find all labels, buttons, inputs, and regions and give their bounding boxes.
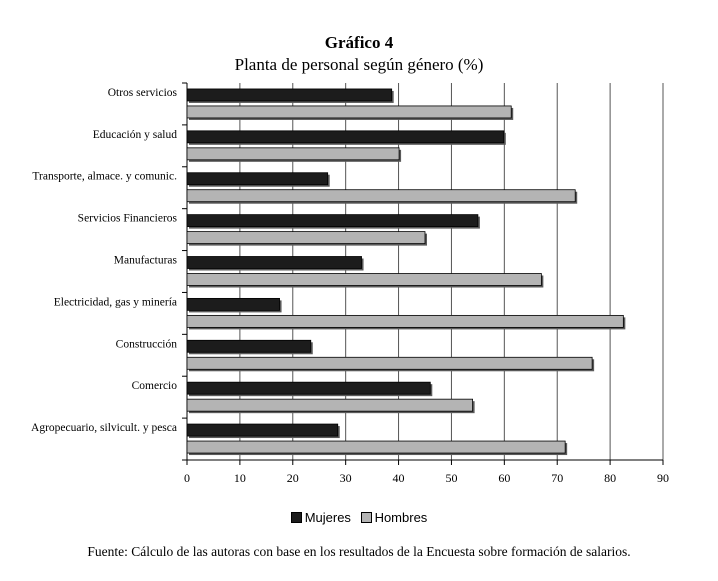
y-tick-label: Otros servicios: [107, 86, 177, 99]
bar-mujeres: [187, 89, 392, 101]
bar-mujeres: [187, 215, 478, 227]
legend-label-mujeres: Mujeres: [304, 510, 351, 525]
x-tick-label: 80: [604, 471, 617, 485]
chart-subtitle: Planta de personal según género (%): [234, 55, 484, 74]
x-tick-label: 30: [339, 471, 352, 485]
bar-mujeres: [187, 131, 504, 143]
legend-swatch-mujeres: [291, 512, 302, 523]
bar-mujeres: [187, 298, 280, 310]
y-tick-label: Servicios Financieros: [77, 212, 177, 225]
legend-swatch-hombres: [361, 512, 372, 523]
bar-hombres: [187, 148, 399, 160]
y-tick-label: Agropecuario, silvicult. y pesca: [31, 422, 177, 435]
x-tick-label: 20: [286, 471, 299, 485]
bar-mujeres: [187, 340, 311, 352]
legend-label-hombres: Hombres: [374, 510, 428, 525]
y-tick-label: Electricidad, gas y minería: [53, 296, 177, 309]
chart-legend: [0, 510, 718, 526]
bar-mujeres: [187, 173, 328, 185]
y-tick-label: Comercio: [131, 380, 177, 393]
x-tick-label: 90: [657, 471, 669, 485]
bar-hombres: [187, 106, 511, 118]
y-tick-label: Construcción: [115, 338, 177, 351]
bar-hombres: [187, 357, 592, 369]
bar-hombres: [187, 441, 565, 453]
bar-hombres: [187, 315, 623, 327]
bar-hombres: [187, 274, 541, 286]
bar-mujeres: [187, 424, 338, 436]
bar-hombres: [187, 190, 575, 202]
bar-hombres: [187, 232, 425, 244]
x-tick-label: 0: [184, 471, 190, 485]
source-note: Fuente: Cálculo de las autoras con base en los resultados de la Encuesta sobre formación de salarios.: [87, 544, 631, 559]
legend-item-hombres: [361, 510, 428, 525]
chart-title: Gráfico 4: [324, 33, 394, 52]
x-tick-label: 50: [445, 471, 458, 485]
legend-item-mujeres: [291, 510, 351, 525]
x-tick-label: 70: [551, 471, 564, 485]
bar-mujeres: [187, 257, 362, 269]
y-tick-label: Educación y salud: [92, 128, 177, 141]
bar-hombres: [187, 399, 473, 411]
x-tick-label: 60: [498, 471, 511, 485]
x-tick-label: 10: [233, 471, 246, 485]
bar-mujeres: [187, 382, 430, 394]
y-tick-label: Manufacturas: [113, 254, 177, 267]
y-tick-label: Transporte, almace. y comunic.: [32, 170, 177, 183]
x-tick-label: 40: [392, 471, 405, 485]
